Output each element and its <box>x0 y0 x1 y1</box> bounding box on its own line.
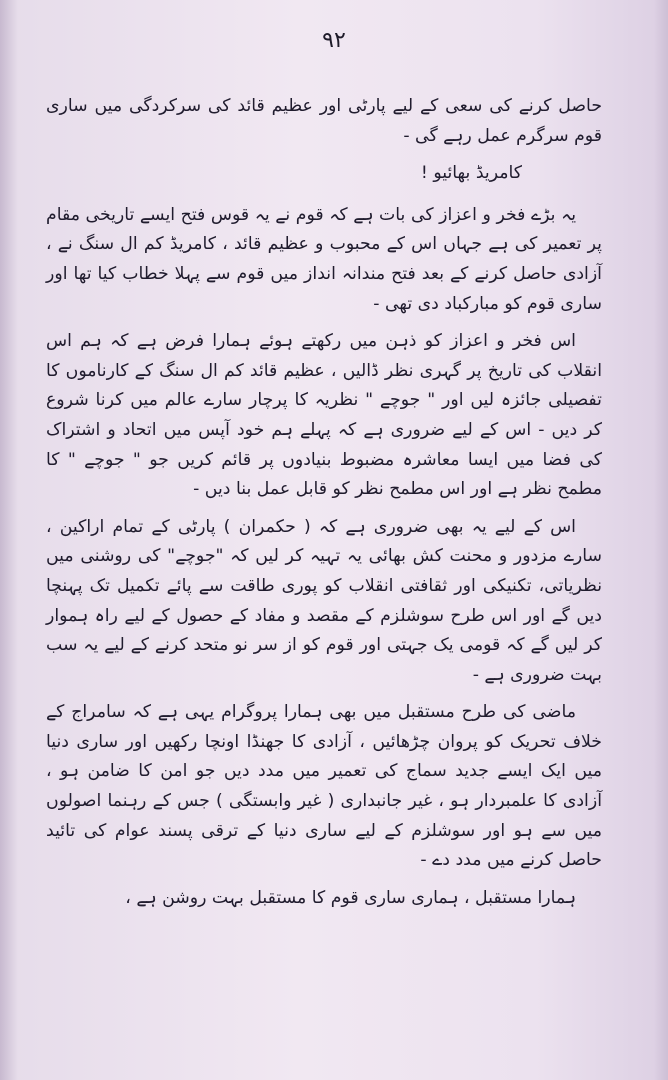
page-gutter-shadow <box>0 0 18 1080</box>
page-edge-shadow <box>654 0 668 1080</box>
paragraph-bright-future: ہمارا مستقبل ، ہماری ساری قوم کا مستقبل بہت روشن ہے ، <box>125 887 576 908</box>
paragraph-party-resolve: اس کے لیے یہ بھی ضروری ہے کہ ( حکمران ) پارٹی کے تمام اراکین ، سارے مزدور و محنت کش بھائی یہ تہیہ کر لیں کہ "جوچے" کی روشنی میں نظریاتی، تکنیکی اور ثقافتی انقلاب کو پوری طاقت سے پائے تکمیل تک پہنچا دیں گے اور اس طرح سوشلزم کے مقصد و مفاد کے حصول کے لیے راہ ہموار کر لیں گے کہ قومی یک جہتی اور قوم کو از سر نو متحد کرنے کے لیے یہ سب بہت ضروری ہے - <box>46 516 602 685</box>
paragraph-juche-duty: اس فخر و اعزاز کو ذہن میں رکھتے ہوئے ہمارا فرض ہے کہ ہم اس انقلاب کی تاریخ پر گہری نظر ڈالیں ، عظیم قائد کم ال سنگ کے کارناموں کا تفصیلی جائزہ لیں اور " جوچے " نظریہ کا پرچار سارے عالم میں کرنا شروع کر دیں - اس کے لیے ضروری ہے کہ پہلے ہم خود آپس میں اتحاد و اشتراک کی فضا میں ایسا معاشرہ مضبوط بنیادوں پر قائم کریں جو " جوچے " کا مطمح نظر ہے اور اس مطمح نظر کو قابل عمل بنا دیں - <box>46 331 602 500</box>
paragraph-future-program: ماضی کی طرح مستقبل میں بھی ہمارا پروگرام یہی ہے کہ سامراج کے خلاف تحریک کو پروان چڑھائیں ، آزادی کا جھنڈا اونچا رکھیں اور ساری دنیا میں ایک ایسے جدید سماج کی تعمیر میں مدد دیں جو امن کا ضامن ہو ، آزادی کا علمبردار ہو ، غیر جانبداری ( غیر وابستگی ) جس کے رہنما اصولوں میں سے ہو اور سوشلزم کے لیے ساری دنیا کے ترقی پسند عوام کی تائید حاصل کرنے میں مدد دے - <box>46 702 602 871</box>
page-number: ۹۲ <box>322 28 346 53</box>
paragraph-victory-arch: یہ بڑے فخر و اعزاز کی بات ہے کہ قوم نے یہ قوس فتح ایسے تاریخی مقام پر تعمیر کی ہے جہاں اس کے محبوب و عظیم قائد ، کامریڈ کم ال سنگ نے ، آزادی حاصل کرنے کے بعد فتح مندانہ انداز میں قوم سے پہلا خطاب کیا تھا اور ساری قوم کو مبارکباد دی تھی - <box>46 204 602 314</box>
salutation: کامریڈ بھائیو ! <box>420 163 522 184</box>
paragraph-continuation: حاصل کرنے کی سعی کے لیے پارٹی اور عظیم قائد کی سرکردگی میں ساری قوم سرگرم عمل رہے گی - <box>46 96 602 146</box>
body-text <box>46 92 602 921</box>
